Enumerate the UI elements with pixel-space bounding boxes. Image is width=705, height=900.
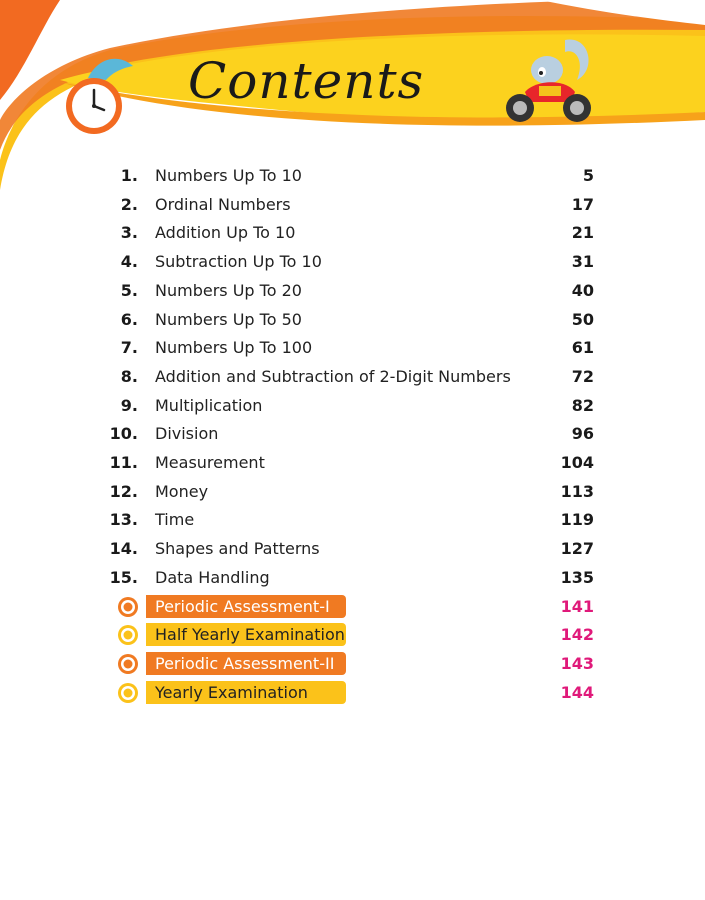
chapter-title: Data Handling [155, 567, 270, 587]
chapter-title: Division [155, 424, 219, 444]
chapter-number: 3. [120, 223, 138, 243]
toc-row[interactable] [0, 277, 705, 305]
target-bullet-icon [117, 596, 139, 618]
chapter-title: Measurement [155, 453, 265, 472]
assessment-page: 143 [560, 653, 594, 673]
chapter-page: 50 [571, 309, 594, 329]
toc-row[interactable] [0, 191, 705, 219]
target-bullet-icon [117, 682, 139, 704]
chapter-number: 1. [120, 166, 138, 185]
toc-row[interactable] [0, 564, 705, 592]
chapter-number: 12. [109, 481, 138, 501]
chapter-number: 7. [120, 338, 138, 358]
toc-row[interactable] [0, 449, 705, 477]
toc-row[interactable] [0, 392, 705, 420]
chapter-page: 104 [560, 453, 594, 472]
chapter-page: 31 [571, 252, 594, 272]
chapter-title: Subtraction Up To 10 [155, 252, 322, 272]
chapter-page: 61 [571, 338, 594, 358]
chapter-number: 14. [109, 539, 138, 559]
page-title: Contents [188, 52, 425, 110]
assessment-page: 142 [560, 625, 594, 645]
chapter-number: 10. [109, 424, 138, 444]
chapter-title: Numbers Up To 10 [155, 166, 302, 185]
chapter-page: 17 [571, 194, 594, 214]
alarm-clock-icon [58, 48, 138, 138]
target-bullet-icon [117, 653, 139, 675]
toc-row[interactable] [0, 363, 705, 391]
chapter-number: 13. [109, 510, 138, 530]
assessment-row[interactable] [0, 593, 705, 621]
toc-row[interactable] [0, 248, 705, 276]
chapter-page: 5 [582, 166, 594, 185]
chapter-number: 15. [109, 567, 138, 587]
toc-row[interactable] [0, 162, 705, 190]
assessment-row[interactable] [0, 679, 705, 707]
chapter-title: Ordinal Numbers [155, 194, 291, 214]
toc-row[interactable] [0, 478, 705, 506]
toc-row[interactable] [0, 535, 705, 563]
assessment-title: Half Yearly Examination [155, 625, 345, 645]
toc-row[interactable] [0, 334, 705, 362]
chapter-page: 72 [571, 366, 594, 386]
chapter-number: 2. [120, 194, 138, 214]
chapter-title: Addition and Subtraction of 2-Digit Numbers [155, 366, 511, 386]
squirrel-motorbike-illustration [495, 30, 600, 130]
chapter-number: 9. [120, 395, 138, 415]
chapter-title: Shapes and Patterns [155, 539, 320, 559]
chapter-page: 135 [560, 567, 594, 587]
assessment-row[interactable] [0, 650, 705, 678]
assessment-page: 144 [560, 682, 594, 702]
chapter-number: 11. [109, 453, 138, 472]
chapter-number: 4. [120, 252, 138, 272]
chapter-title: Numbers Up To 100 [155, 338, 313, 358]
chapter-page: 113 [560, 481, 594, 501]
assessment-title: Periodic Assessment-II [155, 653, 335, 673]
target-bullet-icon [117, 624, 139, 646]
chapter-page: 21 [571, 223, 594, 243]
chapter-page: 127 [560, 539, 594, 559]
chapter-page: 82 [571, 395, 594, 415]
toc-row[interactable] [0, 420, 705, 448]
assessment-title: Periodic Assessment-I [155, 596, 330, 616]
chapter-title: Addition Up To 10 [155, 223, 296, 243]
toc-row[interactable] [0, 219, 705, 247]
toc-row[interactable] [0, 306, 705, 334]
chapter-title: Numbers Up To 50 [155, 309, 302, 329]
assessment-title: Yearly Examination [155, 682, 308, 702]
chapter-title: Multiplication [155, 395, 263, 415]
chapter-page: 96 [571, 424, 594, 444]
chapter-number: 5. [120, 280, 138, 300]
chapter-title: Time [155, 510, 195, 530]
toc-row[interactable] [0, 506, 705, 534]
chapter-page: 119 [560, 510, 594, 530]
chapter-number: 6. [120, 309, 138, 329]
chapter-page: 40 [571, 280, 594, 300]
chapter-title: Numbers Up To 20 [155, 280, 302, 300]
assessment-page: 141 [560, 596, 594, 616]
assessment-row[interactable] [0, 621, 705, 649]
chapter-number: 8. [120, 366, 138, 386]
chapter-title: Money [155, 481, 209, 501]
